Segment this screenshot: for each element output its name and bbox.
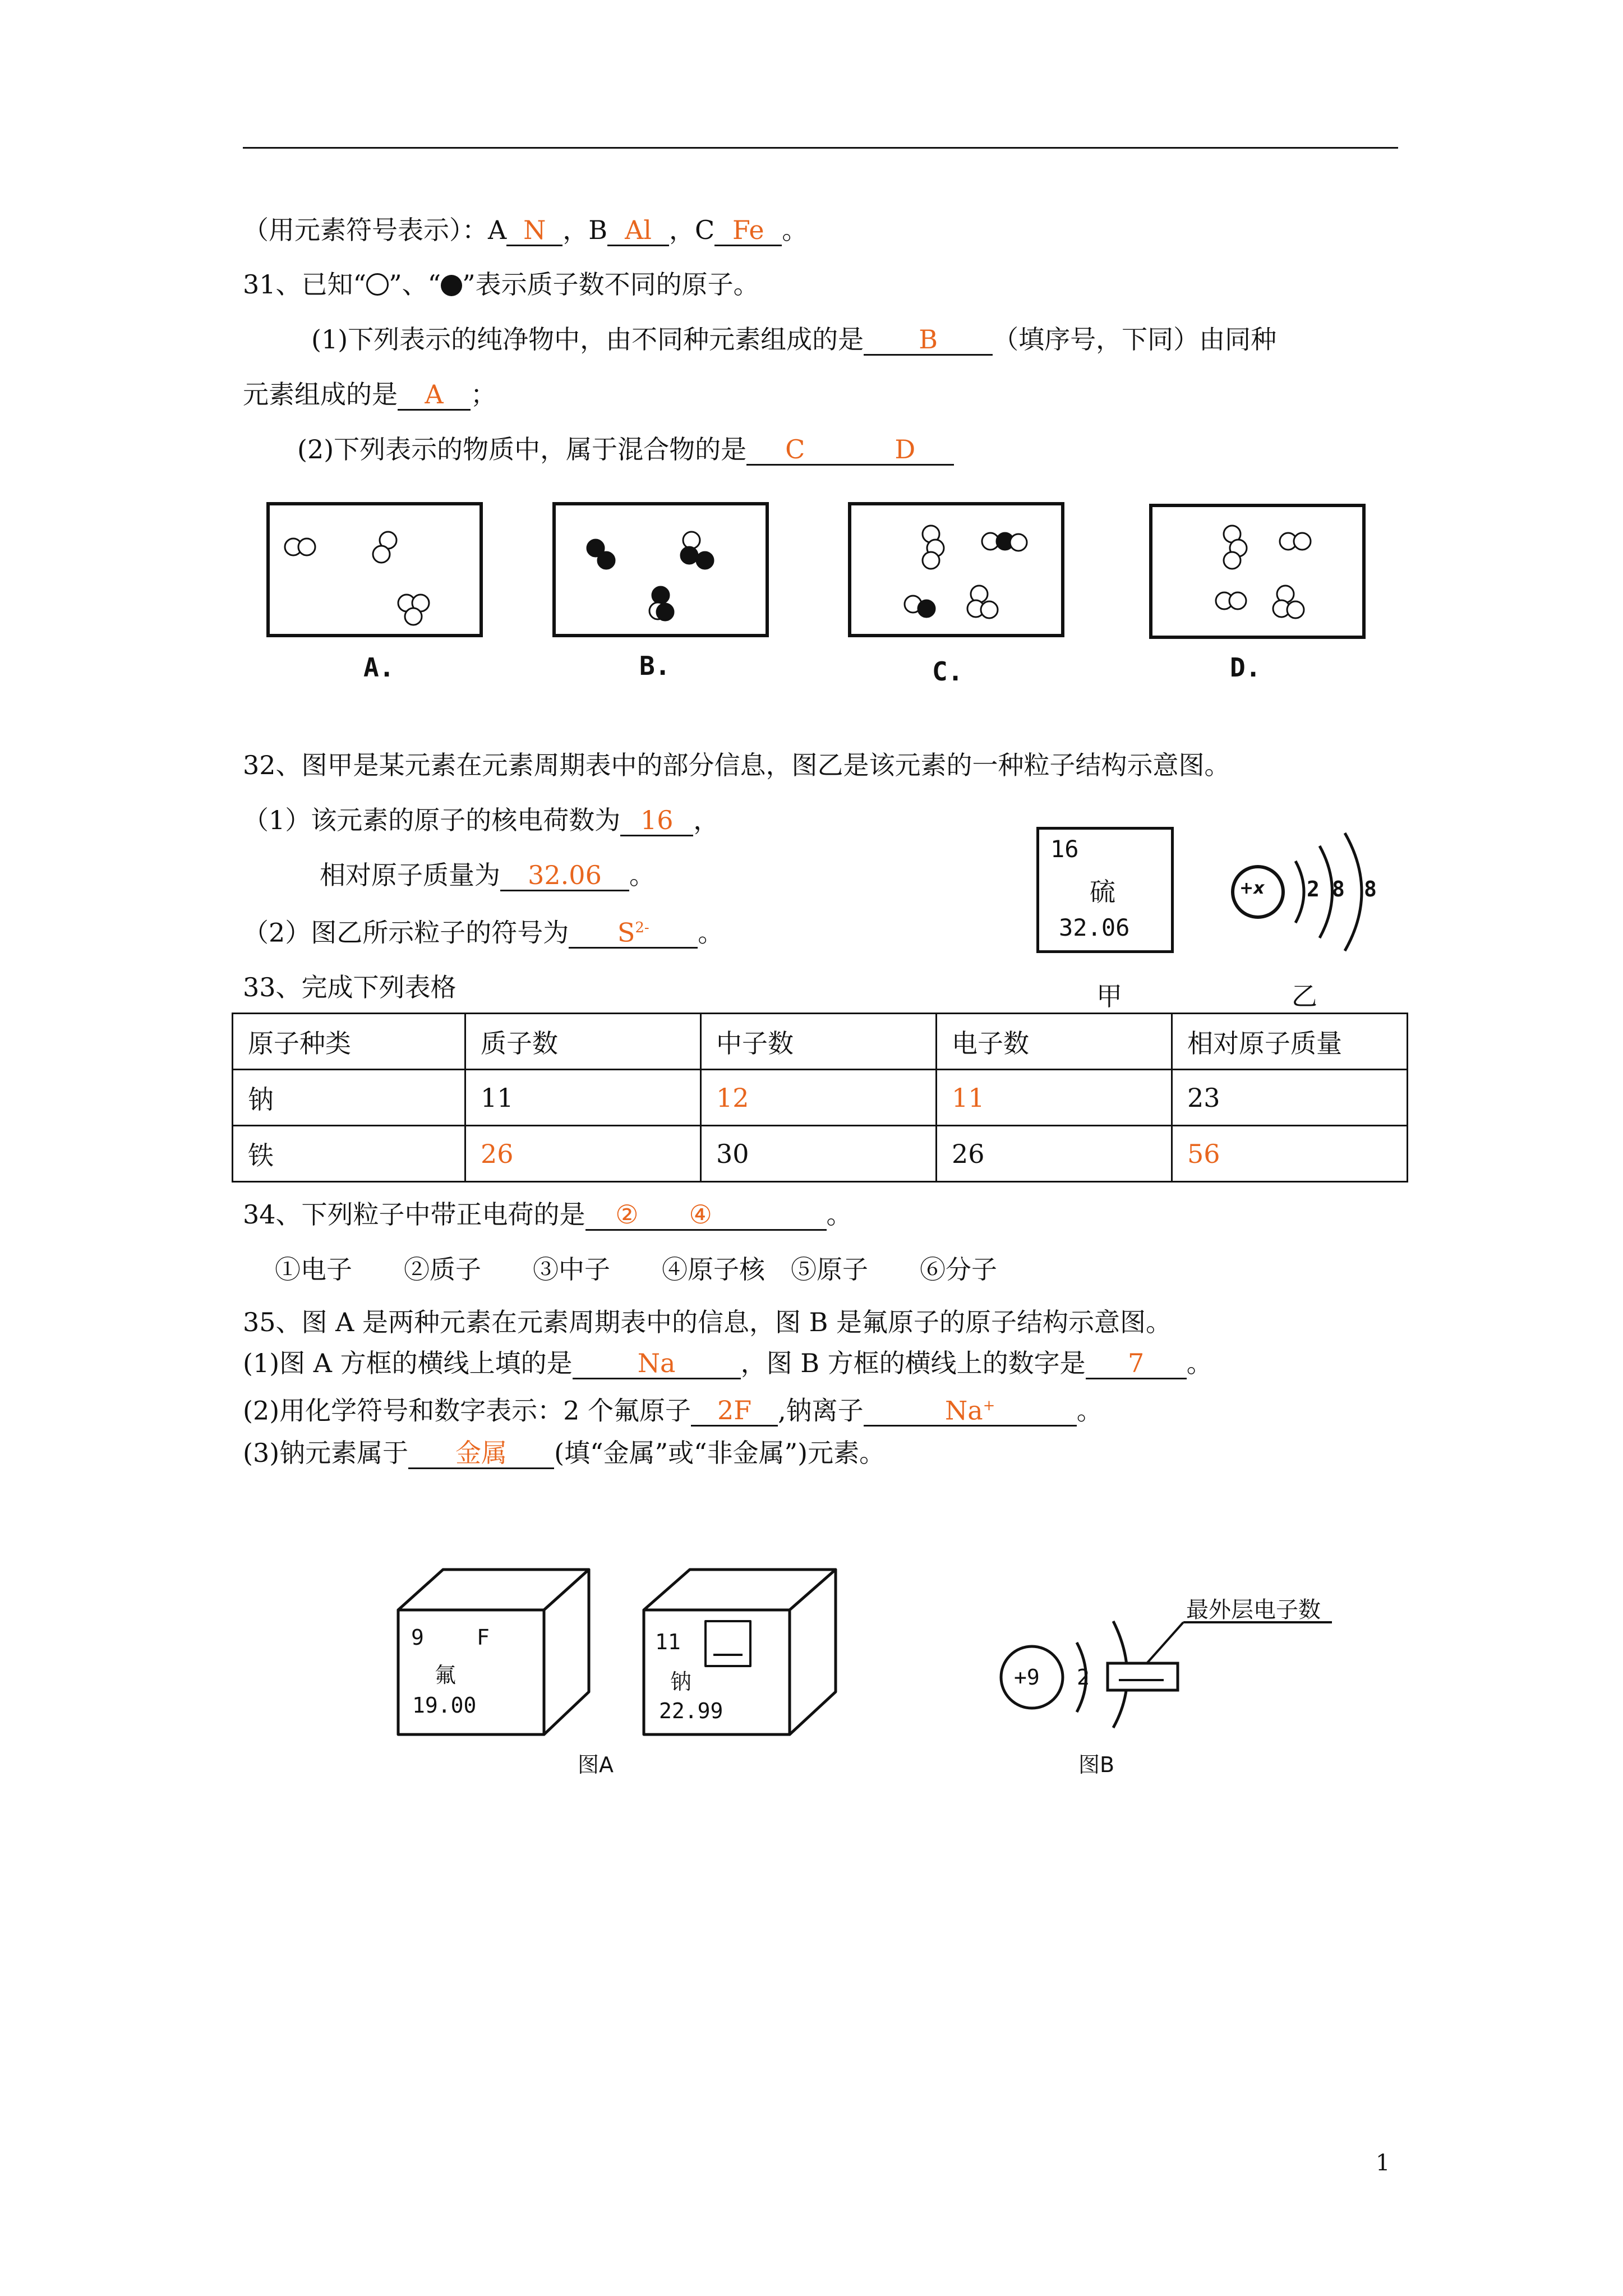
table-row — [233, 1126, 1408, 1182]
q31-part2: (2)下列表示的物质中，属于混合物的是 C D — [297, 432, 954, 466]
sulfur-element-card — [1036, 827, 1174, 953]
molecule-boxes-figure — [264, 502, 1385, 642]
table-header: 中子数 — [701, 1014, 937, 1070]
fluorine-nucleus: +9 — [1014, 1665, 1040, 1690]
box-d — [1151, 505, 1364, 637]
intro-line: （用元素符号表示）：A N ，B Al ，C Fe 。 — [243, 215, 808, 245]
q34-stem: 34、下列粒子中带正电荷的是 ② ④ 。 — [243, 1199, 852, 1230]
atom-table — [232, 1013, 1408, 1182]
table-cell: 铁 — [233, 1126, 465, 1182]
figure-a-caption: 图A — [578, 1752, 614, 1777]
outer-electron-label: 最外层电子数 — [1186, 1597, 1321, 1623]
filled-circle-icon — [441, 275, 462, 296]
shell-1: 2 — [1307, 877, 1320, 901]
table-cell: 30 — [701, 1126, 937, 1182]
q35-part2: (2)用化学符号和数字表示：2 个氟原子 2F ,钠离子 Na+ 。 — [243, 1391, 1103, 1427]
table-cell-answer: 56 — [1172, 1126, 1408, 1182]
cube-f-mass: 19.00 — [412, 1693, 477, 1718]
answer-c: Fe — [732, 215, 764, 245]
outer-electron-box — [1108, 1663, 1178, 1690]
fluorine-shell-1: 2 — [1077, 1665, 1090, 1690]
q34-options: ①电子 ②质子 ③中子 ④原子核 ⑤原子 ⑥分子 — [275, 1254, 997, 1285]
cube-na-name: 钠 — [670, 1669, 692, 1694]
q31-part1: (1)下列表示的纯净物中，由不同种元素组成的是 B （填序号，下同）由同种 — [311, 324, 1277, 355]
q35-part1: (1)图 A 方框的横线上填的是 Na ，图 B 方框的横线上的数字是 7 。 — [243, 1348, 1212, 1378]
shell-2: 8 — [1332, 877, 1345, 901]
nucleus-label: +x — [1239, 878, 1265, 898]
card-mass: 32.06 — [1059, 914, 1130, 941]
box-a — [268, 504, 481, 636]
table-header: 相对原子质量 — [1172, 1014, 1408, 1070]
card-name: 硫 — [1090, 877, 1115, 907]
table-header: 原子种类 — [233, 1014, 465, 1070]
q32-stem: 32、图甲是某元素在元素周期表中的部分信息，图乙是该元素的一种粒子结构示意图。 — [243, 750, 1230, 780]
table-row — [233, 1070, 1408, 1126]
table-cell-answer: 26 — [465, 1126, 701, 1182]
box-c — [850, 504, 1063, 636]
q32-part1: （1）该元素的原子的核电荷数为 16 ， — [243, 805, 720, 835]
figure-a-cubes — [393, 1565, 852, 1745]
header-rule — [243, 147, 1398, 149]
label-jia: 甲 — [1096, 981, 1122, 1011]
q32-part2: （2）图乙所示粒子的符号为 $S^{2-}$ 。 — [243, 913, 723, 949]
q35-stem: 35、图 A 是两种元素在元素周期表中的信息，图 B 是氟原子的原子结构示意图。 — [243, 1307, 1172, 1337]
table-header: 质子数 — [465, 1014, 701, 1070]
open-circle-icon — [366, 273, 389, 296]
table-cell-answer: 11 — [937, 1070, 1172, 1126]
table-cell: 11 — [465, 1070, 701, 1126]
table-header: 电子数 — [937, 1014, 1172, 1070]
cube-na-number: 11 — [655, 1630, 681, 1654]
q32-part1b: 相对原子质量为 32.06 。 — [320, 860, 655, 890]
cube-f-symbol: F — [477, 1625, 490, 1650]
label-yi: 乙 — [1292, 981, 1317, 1011]
label-c: C. — [932, 656, 963, 687]
answer-a: N — [523, 215, 546, 245]
table-cell-answer: 12 — [701, 1070, 937, 1126]
table-cell: 23 — [1172, 1070, 1408, 1126]
figure-b-caption: 图B — [1078, 1752, 1115, 1777]
q35-part3: (3)钠元素属于 金属 (填“金属”或“非金属”)元素。 — [243, 1438, 886, 1468]
label-d: D. — [1230, 652, 1261, 683]
cube-f-name: 氟 — [435, 1663, 457, 1687]
cube-na-mass: 22.99 — [659, 1699, 723, 1723]
q33-stem: 33、完成下列表格 — [243, 972, 457, 1002]
table-header-row — [233, 1014, 1408, 1070]
label-b: B. — [639, 651, 671, 681]
table-cell: 钠 — [233, 1070, 465, 1126]
q31-part1-line2: 元素组成的是 A ； — [243, 379, 496, 409]
answer-b: Al — [625, 215, 652, 245]
q31-stem: 31、已知“ ”、“ ”表示质子数不同的原子。 — [243, 269, 759, 300]
label-a: A. — [363, 652, 395, 683]
table-cell: 26 — [937, 1126, 1172, 1182]
card-number: 16 — [1050, 835, 1079, 863]
page-number: 1 — [1376, 2150, 1390, 2176]
cube-f-number: 9 — [411, 1625, 424, 1650]
shell-3: 8 — [1364, 877, 1377, 901]
